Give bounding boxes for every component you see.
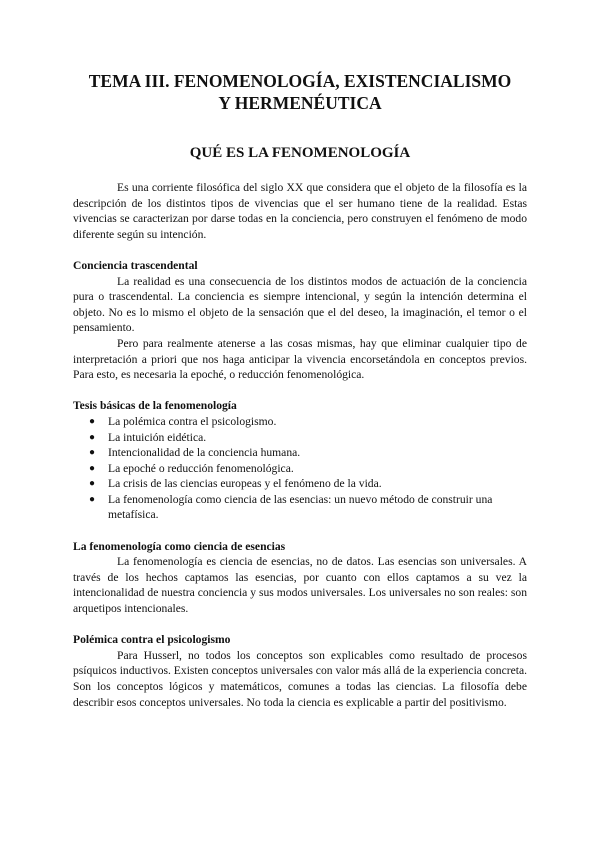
heading-tesis-basicas: Tesis básicas de la fenomenología	[73, 399, 237, 413]
list-item: ● La polémica contra el psicologismo.	[89, 414, 277, 428]
intro-paragraph: Es una corriente filosófica del siglo XX que considera que el objeto de la filosofía es la descripción de los distintos tipos de vivencias que el ser humano tiene de la realidad. Estas vivencias se caracterizan por darse todas en la conciencia, pero construyen el fenómeno de modo diferente según su intención.	[73, 181, 527, 241]
tesis-list	[73, 414, 527, 523]
paragraph-ciencia-1: La fenomenología es ciencia de esencias, no de datos. Las esencias son universales. A través de los hechos captamos las esencias, por cuanto con ellos captamos a su vez la intencionalidad de nuestra conciencia y sus modos universales. Los universales no son reales: son arquetipos intencionales.	[73, 555, 527, 616]
bullet-icon: ●	[89, 493, 96, 505]
heading-polemica-psicologismo: Polémica contra el psicologismo	[73, 633, 231, 647]
heading-conciencia-trascendental: Conciencia trascendental	[73, 258, 198, 272]
title-line-2: Y HERMENÉUTICA	[218, 93, 382, 113]
list-item: ● La crisis de las ciencias europeas y el fenómeno de la vida.	[89, 477, 382, 491]
title-line-1: TEMA III. FENOMENOLOGÍA, EXISTENCIALISMO	[88, 71, 512, 91]
paragraph-conciencia-2: Pero para realmente atenerse a las cosas mismas, hay que eliminar cualquier tipo de interpretación a priori que nos haga anticipar la vivencia encorsetándola en conceptos previos. Para esto, es necesaria la epoché, o reducción fenomenológica.	[73, 336, 527, 382]
bullet-icon: ●	[89, 462, 96, 474]
bullet-icon: ●	[89, 415, 96, 427]
paragraph-polemica-1: Para Husserl, no todos los conceptos son explicables como resultado de procesos psíquicos inductivos. Existen conceptos universales con valor más allá de la experiencia concreta. Son los conceptos lógicos y matemáticos, comunes a todas las ciencias. La filosofía debe describir esos conceptos universales. No toda la ciencia es explicable a partir del positivismo.	[73, 648, 527, 709]
bullet-icon: ●	[89, 431, 96, 443]
list-item: ● La intuición eidética.	[89, 430, 207, 444]
bullet-icon: ●	[89, 478, 96, 490]
document-title	[60, 70, 540, 114]
list-item: ● La epoché o reducción fenomenológica.	[89, 461, 294, 475]
heading-ciencia-de-esencias: La fenomenología como ciencia de esencias	[73, 539, 286, 553]
list-item: ● Intencionalidad de la conciencia humana.	[89, 446, 301, 460]
section-title: QUÉ ES LA FENOMENOLOGÍA	[189, 145, 411, 161]
paragraph-conciencia-1: La realidad es una consecuencia de los distintos modos de actuación de la conciencia pura o trascendental. La conciencia es siempre intencional, y según la intención determina el objeto. No es lo mismo el objeto de la sensación que el del deseo, la imaginación, el temor o el pensamiento.	[73, 274, 527, 335]
document-body	[73, 180, 527, 710]
bullet-icon: ●	[89, 447, 96, 459]
list-item: ● La fenomenología como ciencia de las esencias: un nuevo método de construir una metafísica.	[89, 492, 493, 522]
